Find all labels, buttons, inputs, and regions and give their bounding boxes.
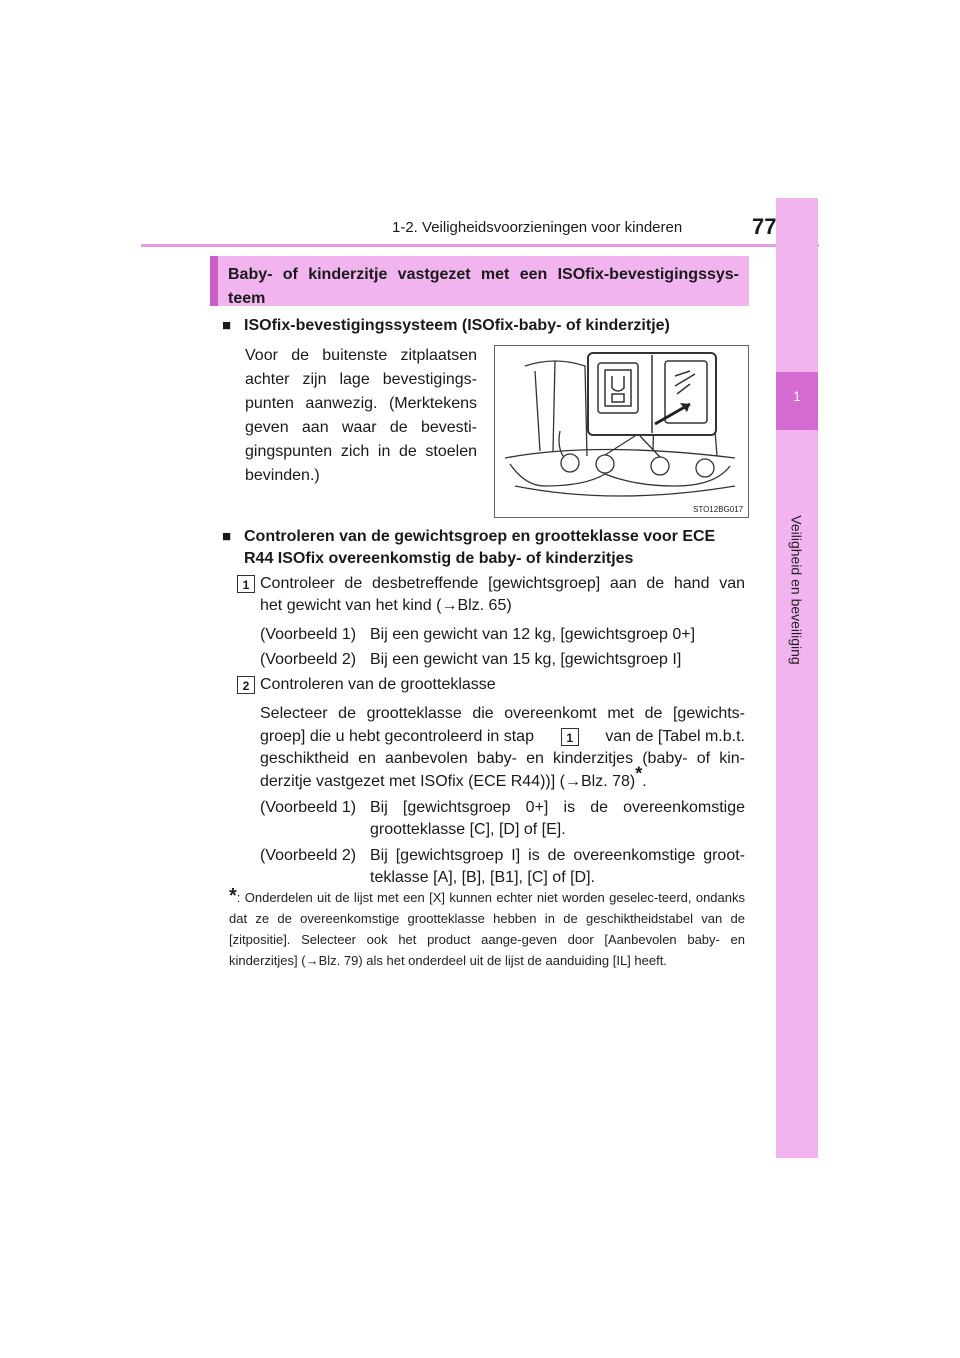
square-bullet-icon: ■ <box>222 317 232 334</box>
step-number: 2 <box>237 676 255 694</box>
footnote-star: * <box>229 885 237 907</box>
example-label: (Voorbeeld 2) <box>260 847 357 864</box>
example-label: (Voorbeeld 1) <box>260 626 357 643</box>
step-1-text <box>260 573 745 617</box>
footnote-star: * <box>635 763 643 784</box>
page-number: 77 <box>752 214 777 239</box>
step-1-line-2: het gewicht van het kind (→Blz. 65) <box>260 597 512 614</box>
example-label: (Voorbeeld 1) <box>260 799 357 816</box>
chapter-side-tab <box>776 198 818 1158</box>
isofix-figure <box>494 345 749 518</box>
isofix-description: Voor de buitenste zitplaatsen achter zijn lage bevestigings-punten aanwezig. (Merktekens geven aan waar de bevesti-gingspunten zich in de stoelen bevinden.) <box>245 347 477 484</box>
step-1-example-1 <box>260 624 745 646</box>
step-1-example-2 <box>260 649 745 671</box>
step-2-marker <box>237 676 255 695</box>
figure-code: STO12BG017 <box>693 505 744 514</box>
section-title: Baby- of kinderzitje vastgezet met een ISOfix-bevestigingssys-teem <box>228 266 739 307</box>
step-reference-box: 1 <box>561 728 579 746</box>
chapter-number: 1 <box>793 388 801 404</box>
step-number: 1 <box>237 575 255 593</box>
isofix-seat-illustration-icon <box>495 346 748 517</box>
step-2-line-1: Selecteer de grootteklasse die overeenkomt met de [gewichts- <box>260 705 745 722</box>
step-2-example-1 <box>260 797 745 841</box>
subsection-heading-line2: R44 ISOfix overeenkomstig de baby- of kinderzitjes <box>244 550 634 567</box>
subsection-heading-weight-group <box>222 526 752 570</box>
subsection-heading-isofix <box>222 315 752 337</box>
subsection-heading-text: ISOfix-bevestigingssysteem (ISOfix-baby- of kinderzitje) <box>244 317 670 334</box>
chapter-title: Veiligheid en beveiliging <box>789 515 806 665</box>
subsection-heading-line1: Controleren van de gewichtsgroep en grootteklasse voor ECE <box>244 528 716 545</box>
step-2-line-2-post: van de [Tabel m.b.t. <box>605 727 745 745</box>
example-text: Bij een gewicht van 12 kg, [gewichtsgroep 0+] <box>370 626 696 643</box>
footnote-text: : Onderdelen uit de lijst met een [X] kunnen echter niet worden geselec-teerd, ondanks dat ze de overeenkomstige grootteklasse hebben in de geschiktheidstabel van de [zitpositie]. Selecteer ook het product aange-geven door [Aanbevolen baby- en kinderzitjes] (→Blz. 79) als het onderdeel uit de lijst de aanduiding [IL] heeft. <box>229 890 745 968</box>
section-title-box <box>210 256 749 306</box>
step-2-title: Controleren van de grootteklasse <box>260 676 496 693</box>
header-divider <box>141 244 819 247</box>
step-1-marker <box>237 575 255 594</box>
example-text: Bij [gewichtsgroep I] is de overeenkomstige groot-teklasse [A], [B], [B1], [C] of [D]. <box>370 847 745 886</box>
step-2-line-4 <box>260 763 745 794</box>
step-2-text <box>260 703 745 793</box>
step-2-line-3: geschiktheid en aanbevolen baby- en kinderzitjes (baby- of kin- <box>260 750 745 767</box>
step-2-line-2 <box>260 726 745 749</box>
square-bullet-icon: ■ <box>222 528 232 545</box>
example-text: Bij [gewichtsgroep 0+] is de overeenkomstige grootteklasse [C], [D] of [E]. <box>370 799 745 838</box>
footnote <box>229 886 745 971</box>
step-1-line-1: Controleer de desbetreffende [gewichtsgroep] aan de hand van <box>260 575 745 592</box>
step-2-example-2 <box>260 845 745 889</box>
step-2-line-2-pre: groep] die u hebt gecontroleerd in stap <box>260 727 534 745</box>
example-label: (Voorbeeld 2) <box>260 651 357 668</box>
step-2-line-4-text: derzitje vastgezet met ISOfix (ECE R44))] (→Blz. 78) <box>260 772 636 790</box>
example-text: Bij een gewicht van 15 kg, [gewichtsgroep I] <box>370 651 682 668</box>
step-2-line-4-end: . <box>642 772 647 790</box>
chapter-title-vertical <box>775 515 819 665</box>
section-header: 1-2. Veiligheidsvoorzieningen voor kinderen <box>392 219 683 236</box>
